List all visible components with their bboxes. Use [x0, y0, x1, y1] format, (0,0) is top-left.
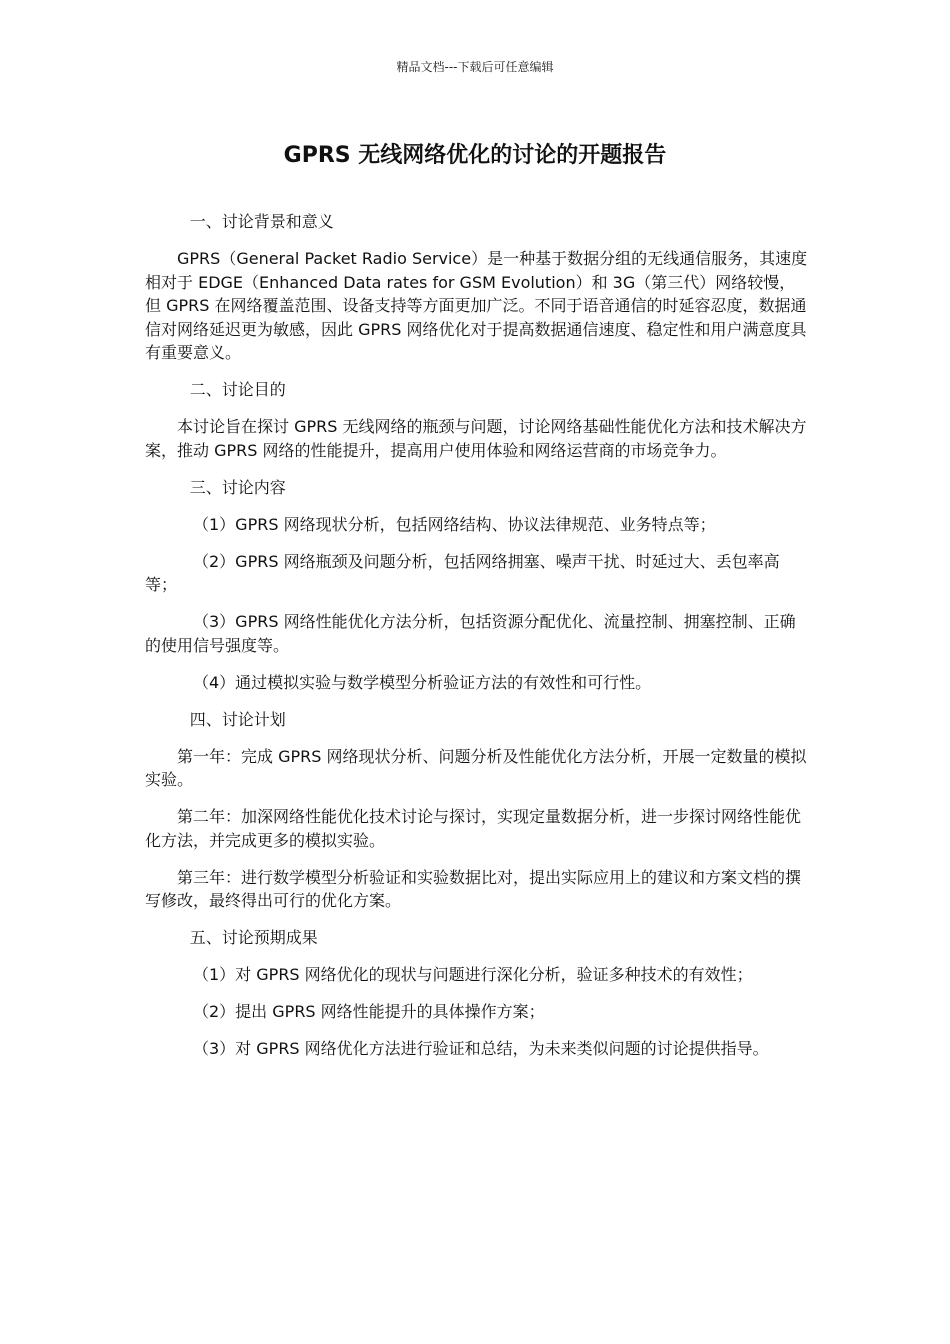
paragraph-purpose: 本讨论旨在探讨 GPRS 无线网络的瓶颈与问题，讨论网络基础性能优化方法和技术解决方案，推动 GPRS 网络的性能提升，提高用户使用体验和网络运营商的市场竞争力。 [145, 417, 807, 460]
content-item-1: （1）GPRS 网络现状分析，包括网络结构、协议法律规范、业务特点等； [193, 514, 716, 534]
section-heading-purpose: 二、讨论目的 [189, 380, 286, 399]
section-heading-outcomes: 五、讨论预期成果 [189, 928, 318, 947]
header-note: 精品文档---下载后可任意编辑 [396, 60, 554, 74]
plan-year-1: 第一年：完成 GPRS 网络现状分析、问题分析及性能优化方法分析，开展一定数量的模拟实验。 [145, 746, 807, 789]
section-heading-content: 三、讨论内容 [189, 477, 286, 497]
document-body [145, 210, 810, 1074]
outcome-item-2: （2）提出 GPRS 网络性能提升的具体操作方案； [193, 1002, 545, 1021]
content-item-3: （3）GPRS 网络性能优化方法分析，包括资源分配优化、流量控制、拥塞控制、正确的使用信号强度等。 [145, 612, 796, 655]
outcome-item-3: （3）对 GPRS 网络优化方法进行验证和总结，为未来类似问题的讨论提供指导。 [193, 1039, 769, 1058]
content-item-2: （2）GPRS 网络瓶颈及问题分析，包括网络拥塞、噪声干扰、时延过大、丢包率高等； [145, 551, 780, 594]
section-heading-background: 一、讨论背景和意义 [189, 212, 334, 231]
plan-year-3: 第三年：进行数学模型分析验证和实验数据比对，提出实际应用上的建议和方案文档的撰写修改，最终得出可行的优化方案。 [145, 867, 802, 910]
content-item-4: （4）通过模拟实验与数学模型分析验证方法的有效性和可行性。 [193, 672, 652, 692]
page-title: GPRS 无线网络优化的讨论的开题报告 [283, 143, 667, 168]
outcome-item-1: （1）对 GPRS 网络优化的现状与问题进行深化分析，验证多种技术的有效性； [193, 965, 753, 984]
section-heading-plan: 四、讨论计划 [189, 709, 286, 729]
paragraph-background: GPRS（General Packet Radio Service）是一种基于数据分组的无线通信服务，其速度相对于 EDGE（Enhanced Data rates for GSM Evolution）和 3G（第三代）网络较慢，但 GPRS 在网络覆盖范围、设备支持等方面更加广泛。不同于语音通信的时延容忍度，数据通信对网络延迟更为敏感，因此 GPRS 网络优化对于提高数据通信速度、稳定性和用户满意度具有重要意义。 [145, 249, 808, 362]
plan-year-2: 第二年：加深网络性能优化技术讨论与探讨，实现定量数据分析，进一步探讨网络性能优化方法，并完成更多的模拟实验。 [145, 807, 802, 850]
